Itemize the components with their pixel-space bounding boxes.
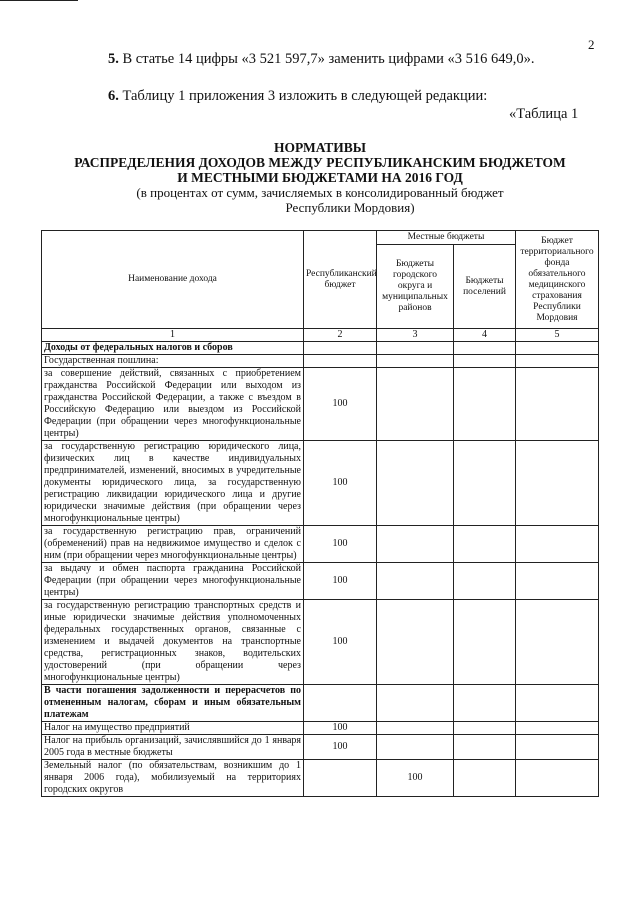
norm-value-c3 — [377, 563, 454, 600]
page-number: 2 — [588, 37, 595, 52]
table-row — [42, 342, 599, 355]
table-row — [42, 441, 599, 526]
norm-value-c4 — [454, 355, 516, 368]
col-number-4: 4 — [454, 329, 516, 342]
amendment-6 — [108, 88, 487, 105]
norm-value-c4 — [454, 600, 516, 685]
amendment-5 — [108, 51, 535, 68]
income-name: за государственную регистрацию транспортных средств и иные юридически значимые действия уполномоченных федеральных государственных органов, связанные с изменением и выдачей документов на транспортные средства, регистрационных знаков, водительских удостоверений (при обращении через многофункциональные центры) — [42, 600, 304, 685]
heading-line-2: РАСПРЕДЕЛЕНИЯ ДОХОДОВ МЕЖДУ РЕСПУБЛИКАНСКИМ БЮДЖЕТОМ — [74, 155, 566, 170]
norm-value-c3 — [377, 342, 454, 355]
norm-value-c5 — [516, 760, 599, 797]
norm-value-c5 — [516, 722, 599, 735]
norm-value-c3 — [377, 368, 454, 441]
norm-value-c5 — [516, 685, 599, 722]
norm-value-c3: 100 — [377, 760, 454, 797]
income-name: Государственная пошлина: — [42, 355, 304, 368]
norm-value-c2 — [304, 685, 377, 722]
header-republican: Республиканский бюджет — [304, 231, 377, 329]
table-row — [42, 685, 599, 722]
norm-value-c4 — [454, 342, 516, 355]
norm-value-c5 — [516, 355, 599, 368]
norm-value-c2 — [304, 760, 377, 797]
income-name: Налог на прибыль организаций, зачислявшийся до 1 января 2005 года в местные бюджеты — [42, 735, 304, 760]
norm-value-c4 — [454, 760, 516, 797]
col-number-2: 2 — [304, 329, 377, 342]
header-fund: Бюджет территориального фонда обязательного медицинского страхования Республики Мордовия — [516, 231, 599, 329]
norm-value-c3 — [377, 600, 454, 685]
norm-value-c4 — [454, 563, 516, 600]
header-name: Наименование дохода — [42, 231, 304, 329]
heading-line-1: НОРМАТИВЫ — [273, 140, 367, 155]
amendment-5-number: 5. — [108, 51, 119, 67]
table-row — [42, 368, 599, 441]
norm-value-c2: 100 — [304, 368, 377, 441]
income-name: Земельный налог (по обязательствам, возникшим до 1 января 2006 года), мобилизуемый на территориях городских округов — [42, 760, 304, 797]
norm-value-c2: 100 — [304, 722, 377, 735]
norm-value-c2: 100 — [304, 735, 377, 760]
heading-line-3: И МЕСТНЫМИ БЮДЖЕТАМИ НА 2016 ГОД — [177, 170, 463, 185]
norm-value-c4 — [454, 368, 516, 441]
income-name: за государственную регистрацию юридического лица, физических лиц в качестве индивидуальных предпринимателей, изменений, вносимых в учредительные документы юридического лица, за государственную регистрацию ликвидации юридического лица и другие юридически значимые действия (при обращении через многофункциональные центры) — [42, 441, 304, 526]
norm-value-c5 — [516, 342, 599, 355]
heading-subline-2: Республики Мордовия) — [285, 200, 415, 215]
header-rule — [0, 0, 78, 1]
table-row — [42, 600, 599, 685]
norm-value-c4 — [454, 526, 516, 563]
norm-value-c2 — [304, 355, 377, 368]
norm-value-c3 — [377, 526, 454, 563]
table-caption: «Таблица 1 — [509, 106, 579, 122]
col-number-3: 3 — [377, 329, 454, 342]
income-name: Налог на имущество предприятий — [42, 722, 304, 735]
norm-value-c3 — [377, 735, 454, 760]
norm-value-c4 — [454, 722, 516, 735]
col-number-5: 5 — [516, 329, 599, 342]
table-row — [42, 563, 599, 600]
heading-subline-1: (в процентах от сумм, зачисляемых в консолидированный бюджет — [136, 185, 504, 200]
norm-value-c2: 100 — [304, 563, 377, 600]
income-name: Доходы от федеральных налогов и сборов — [42, 342, 304, 355]
norm-value-c4 — [454, 735, 516, 760]
norm-value-c2 — [304, 342, 377, 355]
header-settlements: Бюджеты поселений — [454, 245, 516, 329]
norm-value-c2: 100 — [304, 441, 377, 526]
header-local: Местные бюджеты — [377, 231, 516, 245]
norm-value-c3 — [377, 685, 454, 722]
income-name: В части погашения задолженности и перерасчетов по отмененным налогам, сборам и иным обязательным платежам — [42, 685, 304, 722]
income-name: за выдачу и обмен паспорта гражданина Российской Федерации (при обращении через многофункциональные центры) — [42, 563, 304, 600]
table-row — [42, 355, 599, 368]
table-row — [42, 526, 599, 563]
header-city: Бюджеты городского округа и муниципальных районов — [377, 245, 454, 329]
table-row — [42, 722, 599, 735]
norm-value-c5 — [516, 526, 599, 563]
norm-value-c4 — [454, 685, 516, 722]
norm-value-c5 — [516, 563, 599, 600]
amendment-6-number: 6. — [108, 88, 119, 104]
amendment-6-text: Таблицу 1 приложения 3 изложить в следующей редакции: — [118, 88, 488, 104]
norm-value-c5 — [516, 600, 599, 685]
norm-value-c2: 100 — [304, 526, 377, 563]
norm-value-c4 — [454, 441, 516, 526]
norm-value-c5 — [516, 368, 599, 441]
col-number-1: 1 — [42, 329, 304, 342]
amendment-5-text: В статье 14 цифры «3 521 597,7» заменить цифрами «3 516 649,0». — [118, 51, 535, 67]
norm-value-c5 — [516, 735, 599, 760]
norm-value-c2: 100 — [304, 600, 377, 685]
norm-value-c3 — [377, 355, 454, 368]
table-row — [42, 735, 599, 760]
table-row — [42, 760, 599, 797]
norm-value-c5 — [516, 441, 599, 526]
norm-value-c3 — [377, 441, 454, 526]
revenue-distribution-table — [41, 230, 599, 797]
norm-value-c3 — [377, 722, 454, 735]
income-name: за государственную регистрацию прав, ограничений (обременений) прав на недвижимое имущество и сделок с ним (при обращении через многофункциональные центры) — [42, 526, 304, 563]
income-name: за совершение действий, связанных с приобретением гражданства Российской Федерации или выходом из гражданства Российской Федерации, а также с въездом в Российскую Федерацию или выездом из Российской Федерации (при обращении через многофункциональные центры) — [42, 368, 304, 441]
